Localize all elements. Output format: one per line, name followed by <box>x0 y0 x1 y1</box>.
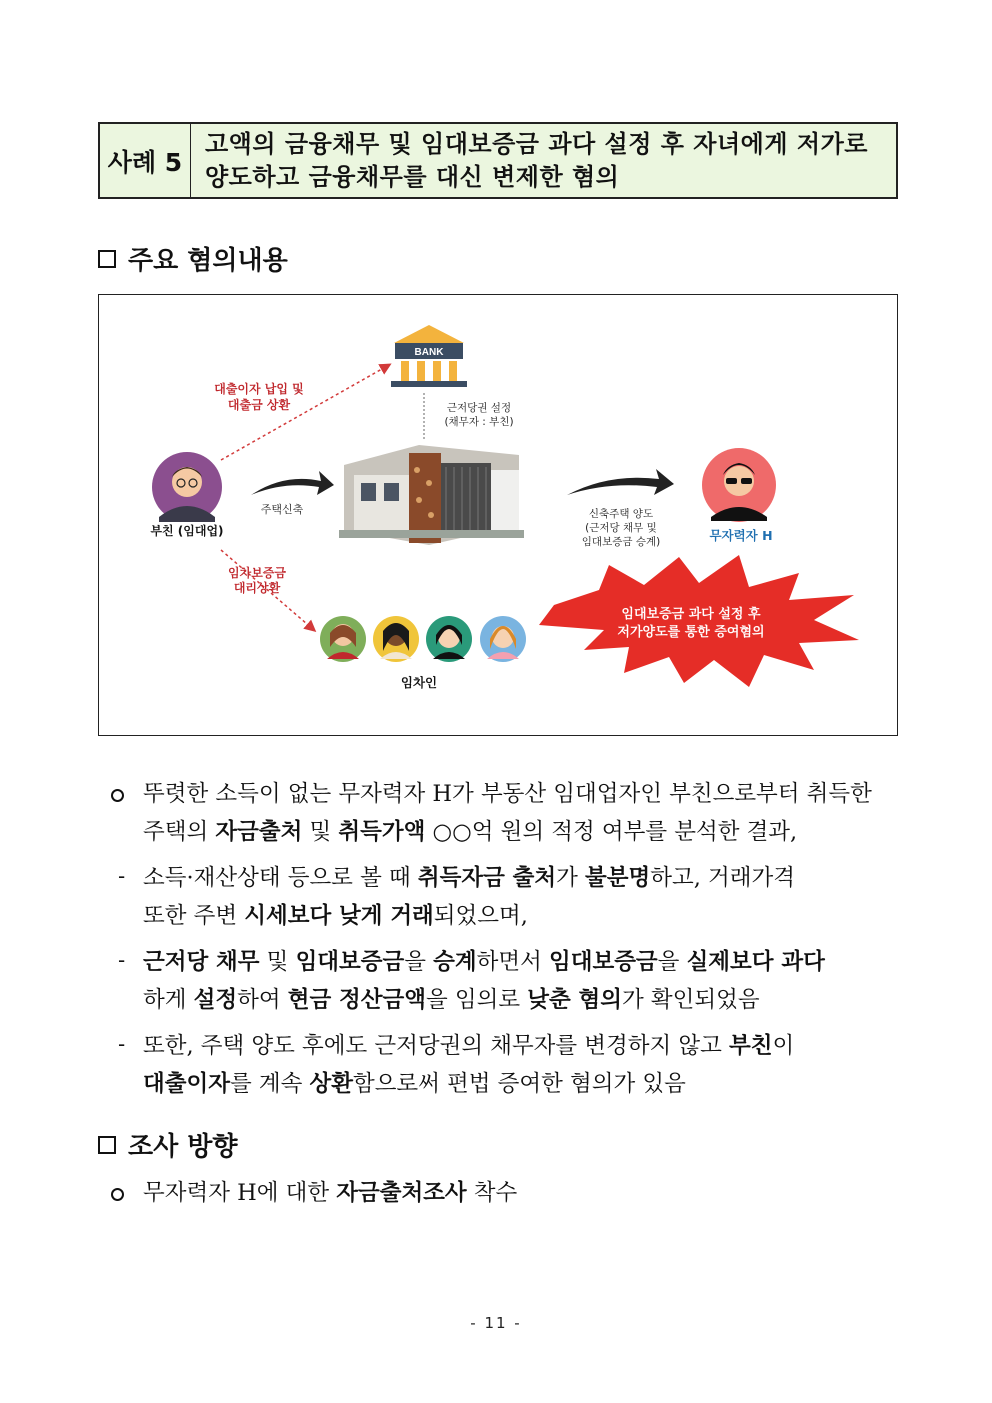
son-label: 무자력자 H <box>709 528 773 543</box>
arrow1-label-line1: 대출이자 납입 및 <box>214 382 304 396</box>
section-title: 주요 혐의내용 <box>128 246 288 276</box>
case-title-line2: 양도하고 금융채무를 대신 변제한 혐의 <box>205 163 620 191</box>
arrow-father-to-bank <box>221 365 389 460</box>
text-line: 소득·재산상태 등으로 볼 때 취득자금 출처가 불분명하고, 거래가격 <box>143 865 795 891</box>
dash-bullet-icon: - <box>118 864 126 888</box>
arrow1-label-line2: 대출금 상환 <box>227 398 291 412</box>
deposit-label-line2: 대리상환 <box>233 581 281 595</box>
section-heading-direction <box>98 1126 238 1163</box>
tenant-avatar <box>480 616 526 662</box>
case-title-line1: 고액의 금융채무 및 임대보증금 과다 설정 후 자녀에게 저가로 <box>205 130 868 158</box>
scheme-diagram <box>98 294 898 736</box>
text-line: 대출이자를 계속 상환함으로써 편법 증여한 혐의가 있음 <box>143 1071 686 1097</box>
square-bullet-icon <box>98 250 116 268</box>
section-heading-allegation <box>98 240 288 277</box>
burst-label-line2: 저가양도를 통한 증여혐의 <box>617 625 765 640</box>
text-line: 뚜렷한 소득이 없는 무자력자 H가 부동산 임대업자인 부친으로부터 취득한 <box>143 781 872 807</box>
text-line: 무자력자 H에 대한 자금출처조사 착수 <box>143 1180 518 1206</box>
transfer-arrow-icon <box>567 469 674 495</box>
page-number: - 11 - <box>470 1314 522 1332</box>
text-line: 또한 주변 시세보다 낮게 거래되었으며, <box>143 903 528 929</box>
circle-bullet-icon <box>111 789 124 802</box>
case-title <box>191 124 896 197</box>
deposit-label-line1: 임차보증금 <box>228 566 286 580</box>
scheme-diagram-svg <box>99 295 899 737</box>
paragraph-direction <box>143 1174 517 1212</box>
text-line: 또한, 주택 양도 후에도 근저당권의 채무자를 변경하지 않고 부친이 <box>143 1033 795 1059</box>
transfer-label-line1: 신축주택 양도 <box>588 508 654 520</box>
burst-label-line1: 임대보증금 과다 설정 후 <box>621 607 761 622</box>
text-line: 하게 설정하여 현금 정산금액을 임의로 낮춘 혐의가 확인되었음 <box>143 987 760 1013</box>
transfer-label-line2: (근저당 채무 및 <box>585 522 657 534</box>
paragraph-dash1 <box>143 859 795 935</box>
section-title: 조사 방향 <box>128 1132 238 1162</box>
bank-label: BANK <box>414 347 444 358</box>
build-arrow-icon <box>251 471 334 495</box>
mortgage-label-line2: (채무자 : 부친) <box>444 416 514 428</box>
build-label: 주택신축 <box>260 503 304 516</box>
son-avatar <box>702 448 776 522</box>
mortgage-label-line1: 근저당권 설정 <box>446 402 512 414</box>
paragraph-dash2 <box>143 943 825 1019</box>
father-label: 부친 (임대업) <box>150 524 224 538</box>
paragraph-main <box>143 775 872 851</box>
circle-bullet-icon <box>111 1188 124 1201</box>
paragraph-dash3 <box>143 1027 794 1103</box>
transfer-label-line3: 임대보증금 승계) <box>581 536 661 548</box>
tenants-label: 임차인 <box>400 675 438 690</box>
case-header-box <box>98 122 898 199</box>
case-label: 사례 5 <box>100 124 191 197</box>
square-bullet-icon <box>98 1136 116 1154</box>
tenant-avatar <box>426 616 472 662</box>
text-line: 근저당 채무 및 임대보증금을 승계하면서 임대보증금을 실제보다 과다 <box>143 949 825 975</box>
dash-bullet-icon: - <box>118 1032 126 1056</box>
tenant-avatar <box>373 616 419 662</box>
father-avatar <box>152 452 222 522</box>
building-image <box>339 445 524 545</box>
dash-bullet-icon: - <box>118 948 126 972</box>
text-line: 주택의 자금출처 및 취득가액 ○○억 원의 적정 여부를 분석한 결과, <box>143 819 798 845</box>
tenant-avatar <box>320 616 366 662</box>
